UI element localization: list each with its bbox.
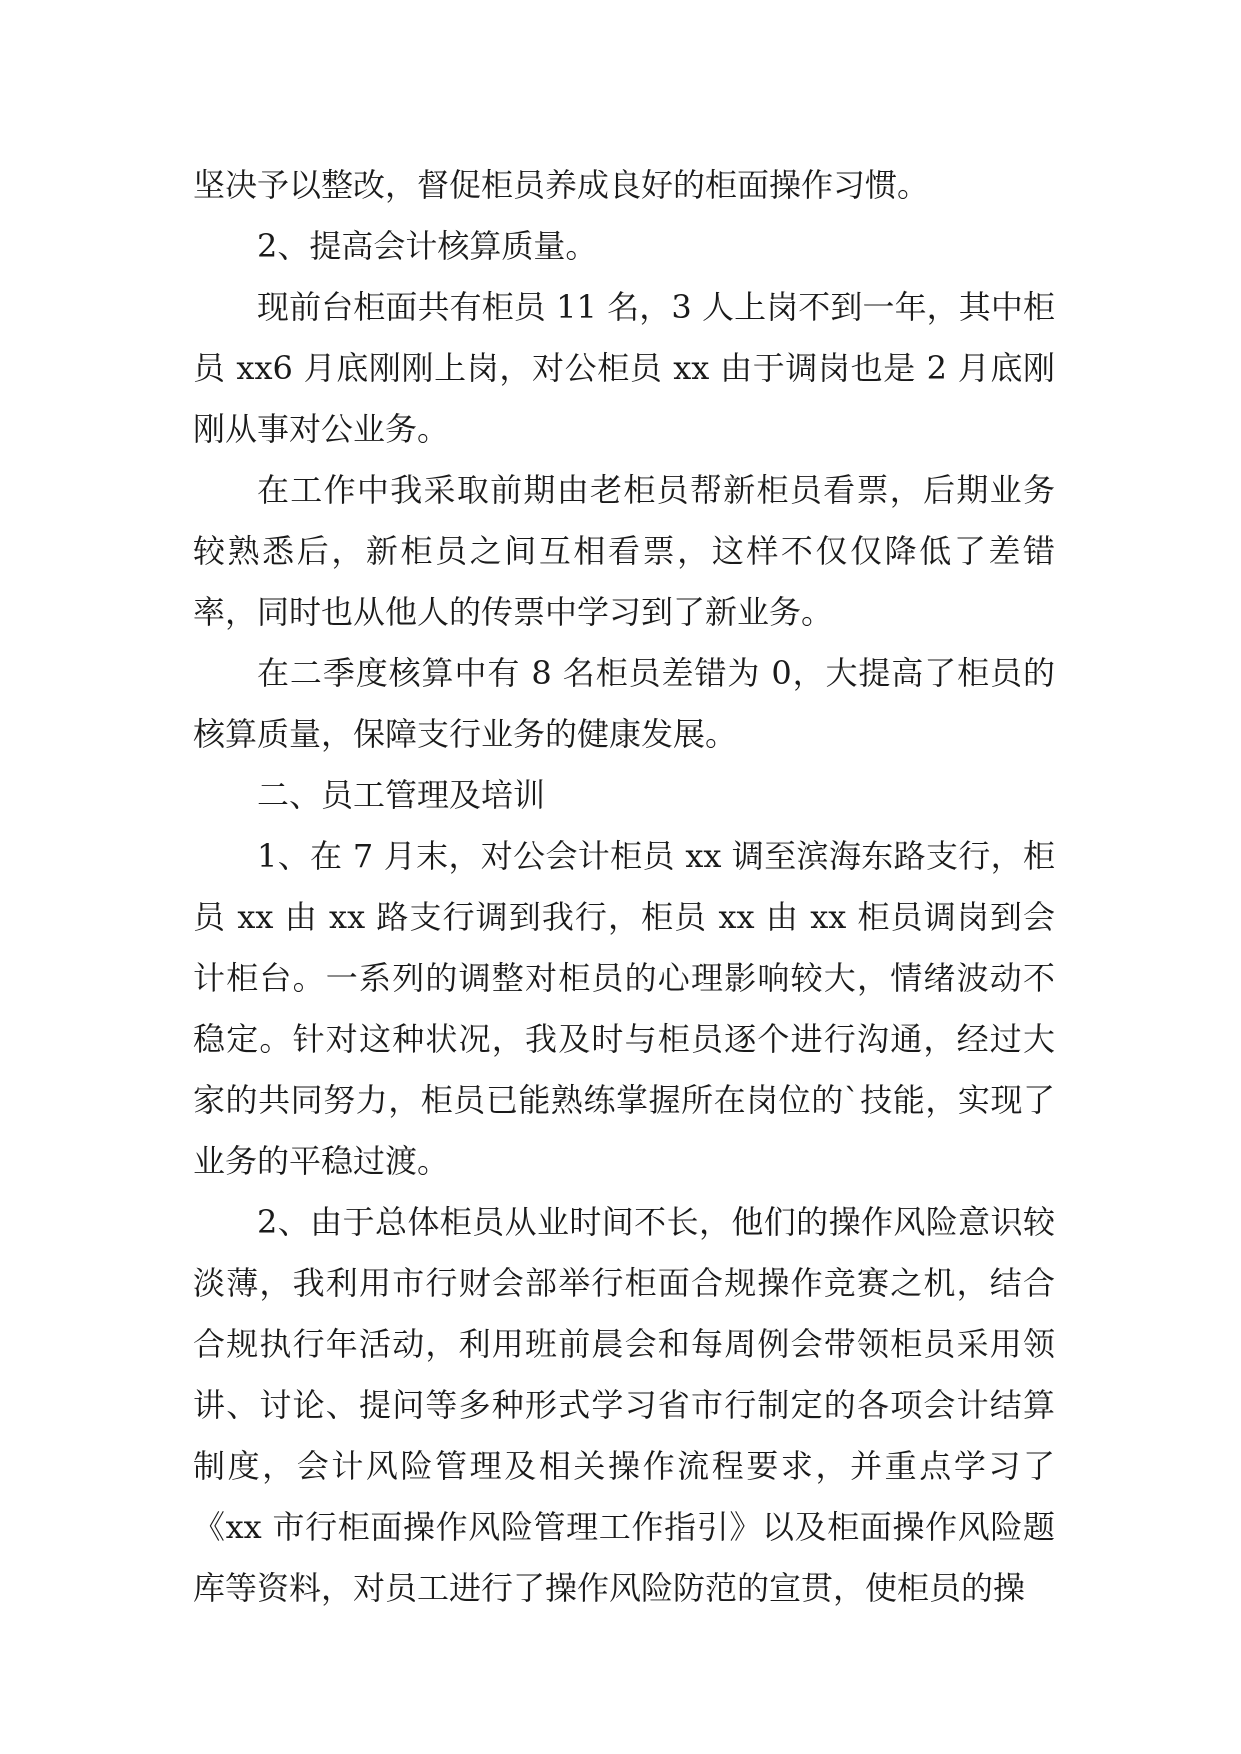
paragraph-teller-count: 现前台柜面共有柜员 11 名，3 人上岗不到一年，其中柜员 xx6 月底刚刚上岗，对公柜员 xx 由于调岗也是 2 月底刚刚从事对公业务。	[193, 288, 1055, 448]
section-heading-staff-training: 二、员工管理及培训	[257, 776, 546, 814]
paragraph-staff-transfer: 1、在 7 月末，对公会计柜员 xx 调至滨海东路支行，柜员 xx 由 xx 路支行调到我行，柜员 xx 由 xx 柜员调岗到会计柜台。一系列的调整对柜员的心理影响较大，情绪波动不稳定。针对这种状况，我及时与柜员逐个进行沟通，经过大家的共同努力，柜员已能熟练掌握所在岗位的`技能，实现了业务的平稳过渡。	[193, 837, 1055, 1180]
paragraph-error-rate: 在二季度核算中有 8 名柜员差错为 0，大提高了柜员的核算质量，保障支行业务的健康发展。	[193, 654, 1055, 753]
paragraph-heading-accounting-quality: 2、提高会计核算质量。	[257, 227, 598, 265]
document-body	[193, 155, 1055, 1619]
paragraph-risk-training: 2、由于总体柜员从业时间不长，他们的操作风险意识较淡薄，我利用市行财会部举行柜面合规操作竞赛之机，结合合规执行年活动，利用班前晨会和每周例会带领柜员采用领讲、讨论、提问等多种形式学习省市行制定的各项会计结算制度，会计风险管理及相关操作流程要求，并重点学习了《xx 市行柜面操作风险管理工作指引》以及柜面操作风险题库等资料，对员工进行了操作风险防范的宣贯，使柜员的操	[193, 1203, 1055, 1607]
paragraph-ticket-review: 在工作中我采取前期由老柜员帮新柜员看票，后期业务较熟悉后，新柜员之间互相看票，这样不仅仅降低了差错率，同时也从他人的传票中学习到了新业务。	[193, 471, 1055, 631]
paragraph-continuation: 坚决予以整改，督促柜员养成良好的柜面操作习惯。	[193, 166, 930, 204]
